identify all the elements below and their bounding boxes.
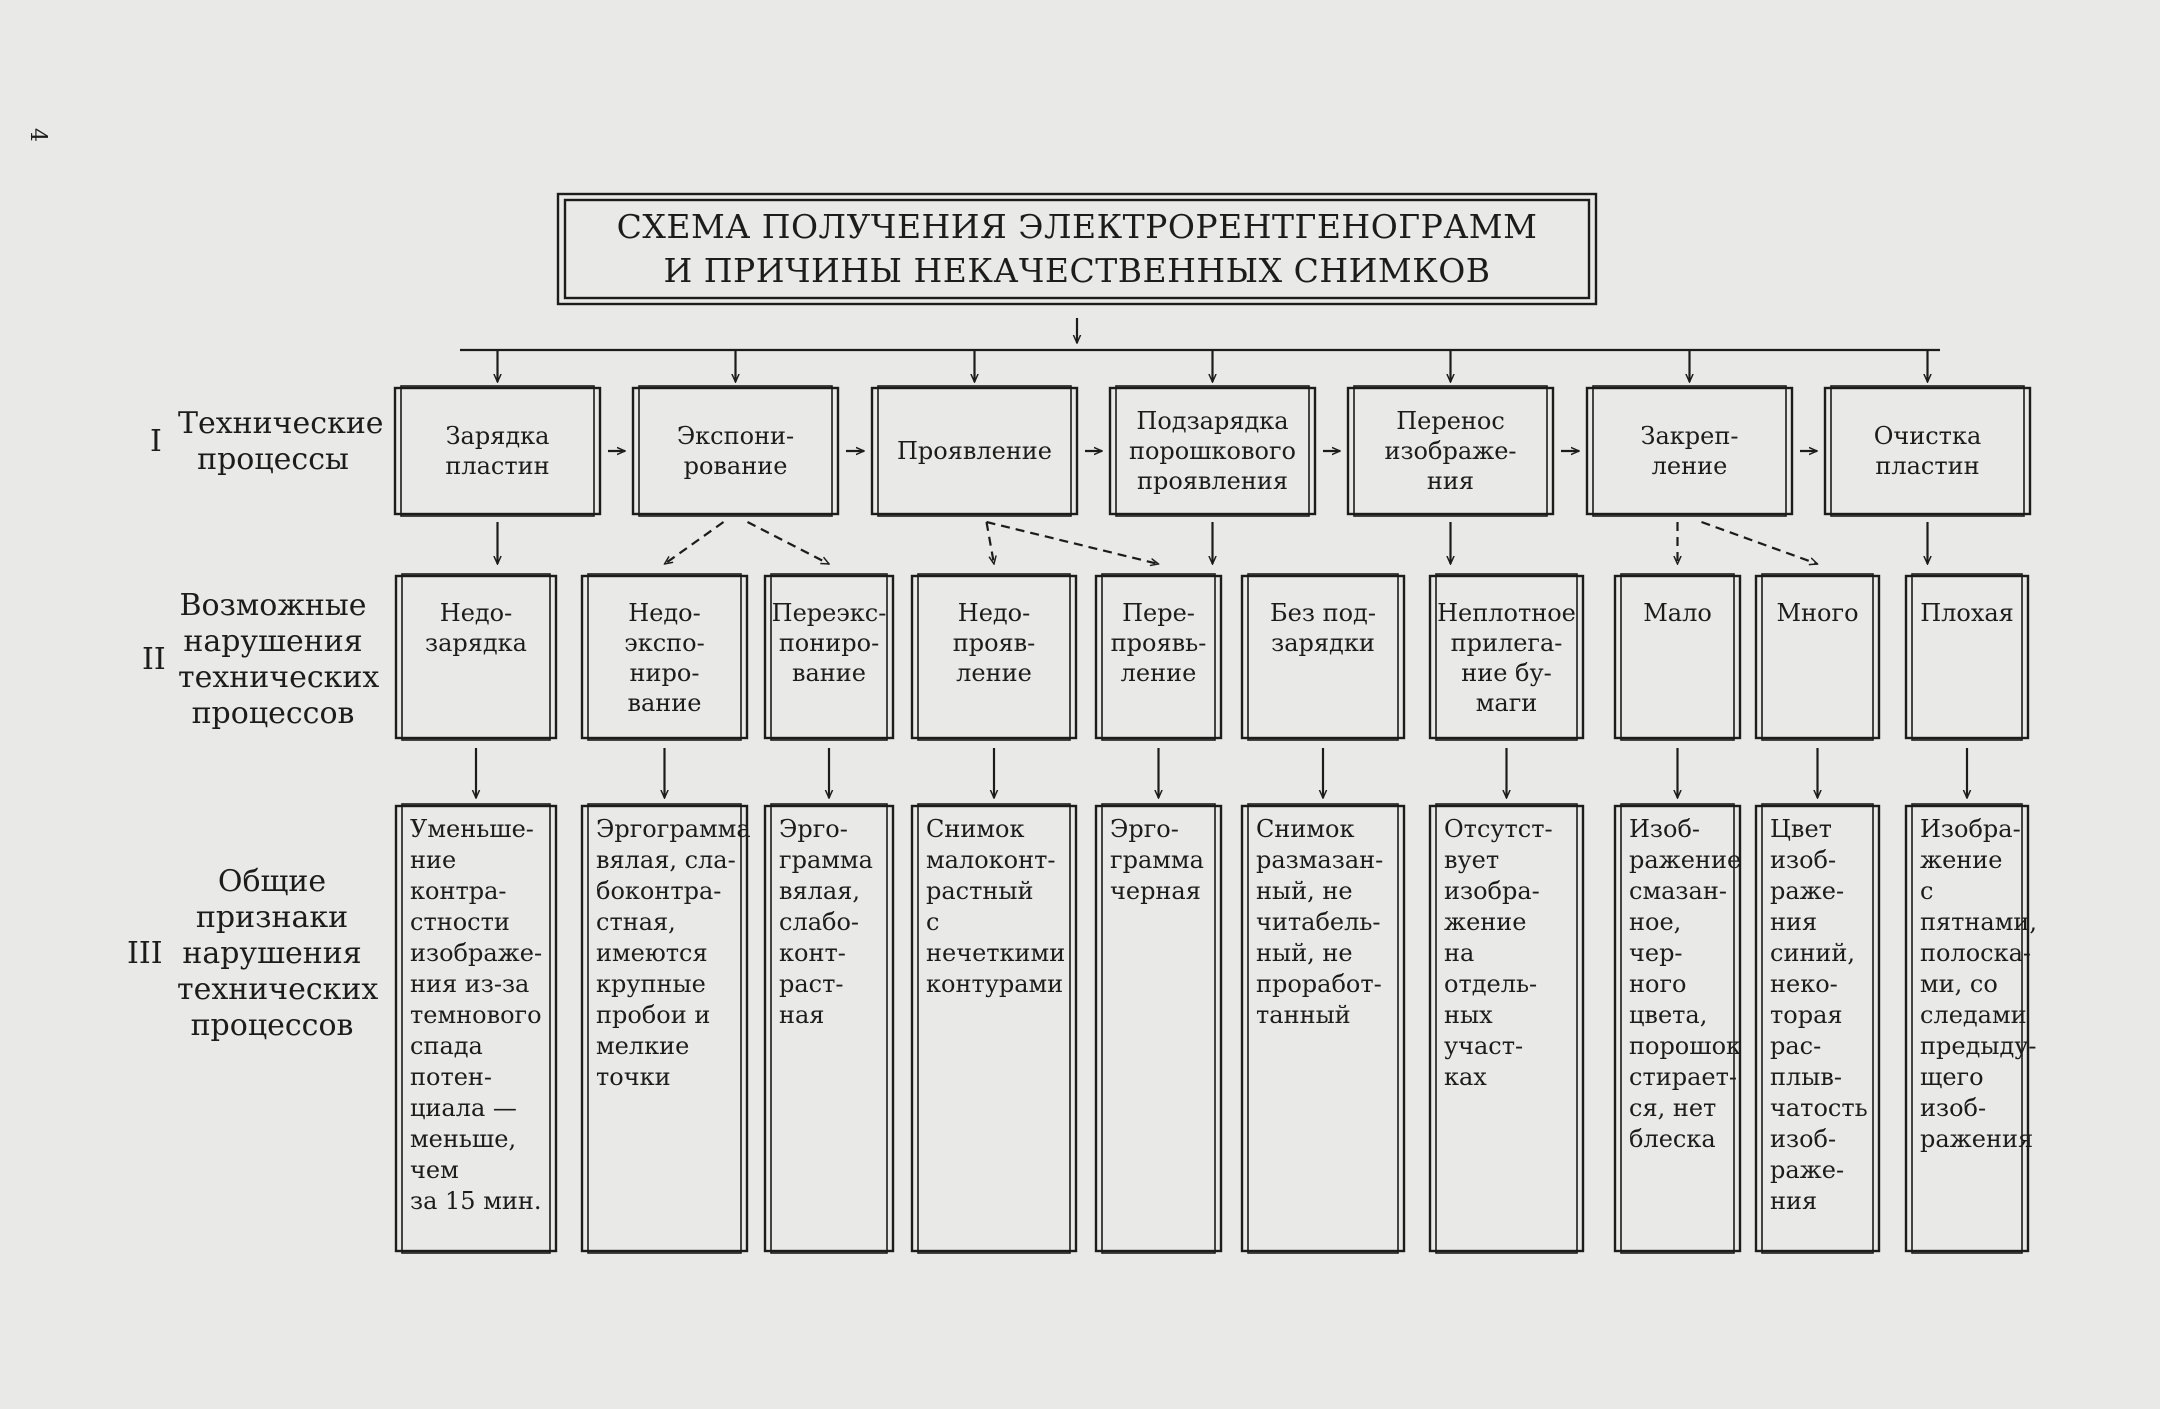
box-text-line: ное, чер- (1629, 908, 1683, 967)
box-text-line: синий, (1770, 939, 1856, 967)
box-text-line: Эрго- (1110, 815, 1179, 843)
box-text-line: следами (1920, 1001, 2027, 1029)
box-text-line: ния (1426, 467, 1475, 495)
violation-box (1615, 576, 1740, 738)
box-text-line: ния (1770, 908, 1818, 936)
box-text-line: растный (926, 877, 1034, 905)
row-line: нарушения (182, 936, 362, 971)
box-text-line: цвета, (1629, 1001, 1708, 1029)
row-line: процессов (191, 696, 355, 731)
box-text-line: проявления (1136, 467, 1289, 495)
sign-box (1760, 806, 1875, 1251)
violation-box (912, 576, 1076, 738)
box-text-line: грамма (779, 846, 873, 874)
box-text-line: изоб- (1770, 846, 1837, 874)
box-text-line: пониро- (778, 629, 880, 657)
row-line: технических (177, 972, 379, 1007)
box-text-line: мелкие (596, 1032, 690, 1060)
box-text-line: Перенос (1396, 407, 1505, 435)
box-text-line: ление (1651, 452, 1728, 480)
box-text-line: Закреп- (1640, 422, 1739, 450)
box-text-line: зарядки (1271, 629, 1375, 657)
sign-box (400, 806, 552, 1251)
sign-box (1619, 806, 1742, 1251)
box-text-line: Зарядка (445, 422, 550, 450)
box-text-line: изобра- (1444, 877, 1540, 905)
process-box (1348, 388, 1553, 514)
box-text-line: пластин (1875, 452, 1980, 480)
box-text-line: меньше, чем (410, 1125, 517, 1184)
box-text-line: ных участ- (1444, 1001, 1524, 1060)
box-text-line: рас- (1770, 1032, 1822, 1060)
box-text-line: ниро- (629, 659, 700, 687)
box-text-line: боконтра- (596, 877, 722, 905)
row-line: Возможные (179, 588, 367, 623)
sign-box (1100, 806, 1217, 1251)
box-text-line: раст- (779, 970, 844, 998)
box-text-line: на отдель- (1444, 939, 1538, 998)
box-text-line: жение (1444, 908, 1527, 936)
violation-arrow (987, 522, 995, 564)
box-text-line: Изоб- (1629, 815, 1701, 843)
box-text-line: чатость (1770, 1094, 1868, 1122)
box-text-line: имеются (596, 939, 708, 967)
violation-arrow (665, 522, 724, 564)
box-text-line: смазан- (1629, 877, 1727, 905)
box-text-line: стности (410, 908, 510, 936)
box-text-line: крупные (596, 970, 706, 998)
box-text-line: зарядка (425, 629, 527, 657)
box-text-line: ражение (1629, 846, 1742, 874)
box-text-line: грамма (1110, 846, 1204, 874)
box-text-line: танный (1256, 1001, 1351, 1029)
box-text-line: Экспони- (676, 422, 795, 450)
row-line: Технические (178, 406, 384, 441)
box-text-line: полоска- (1920, 939, 2031, 967)
box-text-line: ражения (1920, 1125, 2034, 1153)
row-line: процессов (190, 1008, 354, 1043)
box-text-line: Плохая (1920, 599, 2014, 627)
violation-box (1906, 576, 2028, 738)
box-text-line: проработ- (1256, 970, 1382, 998)
box-text-line: Подзарядка (1136, 407, 1289, 435)
box-text-line: рование (683, 452, 788, 480)
box-text-line: циала — (410, 1094, 517, 1122)
title-line-2: И ПРИЧИНЫ НЕКАЧЕСТВЕННЫХ СНИМКОВ (663, 251, 1491, 290)
box-text-line: ми, со (1920, 970, 1998, 998)
box-text-line: точки (596, 1063, 671, 1091)
box-text-line: вание (627, 689, 702, 717)
violation-box (1756, 576, 1879, 738)
box-text-line: конт- (779, 939, 846, 967)
box-text-line: Мало (1643, 599, 1712, 627)
box-text-line: ление (1120, 659, 1197, 687)
box-text-line: ния (1770, 1187, 1818, 1215)
process-box (395, 388, 600, 514)
box-text-line: Снимок (1256, 815, 1355, 843)
sign-box (916, 806, 1072, 1251)
violation-arrow (987, 522, 1159, 564)
box-text-line: порошкового (1128, 437, 1296, 465)
box-text-line: блеска (1629, 1125, 1716, 1153)
box-text-line: ния из-за (410, 970, 530, 998)
box-text-line: с нечеткими (926, 908, 1066, 967)
box-text-line: пятнами, (1920, 908, 2038, 936)
box-text-line: ная (779, 1001, 825, 1029)
box-text-line: стная, (596, 908, 676, 936)
box-text-line: экспо- (624, 629, 705, 657)
box-text-line: Переэкс- (771, 599, 887, 627)
violation-box (396, 576, 556, 738)
box-text-line: Очистка (1873, 422, 1982, 450)
box-text-line: вялая, сла- (596, 846, 736, 874)
box-text-line: прояв- (952, 629, 1036, 657)
process-box (872, 388, 1077, 514)
box-text-line: вялая, (779, 877, 860, 905)
box-text-line: щего (1920, 1063, 1984, 1091)
sign-box (586, 806, 751, 1251)
box-text-line: Цвет (1770, 815, 1832, 843)
box-text-line: Проявление (896, 437, 1053, 465)
box-text-line: ся, нет (1629, 1094, 1717, 1122)
box-text-line: ный, не (1256, 877, 1353, 905)
box-text-line: слабо- (779, 908, 860, 936)
box-text-line: черная (1110, 877, 1201, 905)
box-text-line: Уменьше- (410, 815, 534, 843)
box-text-line: ние контра- (410, 846, 507, 905)
violation-arrow (748, 522, 830, 564)
box-text-line: проявь- (1110, 629, 1207, 657)
box-text-line: малоконт- (926, 846, 1056, 874)
row-line: нарушения (183, 624, 363, 659)
box-text-line: Снимок (926, 815, 1025, 843)
sign-box (1434, 806, 1579, 1251)
box-text-line: раже- (1770, 1156, 1845, 1184)
box-text-line: Много (1776, 599, 1859, 627)
box-text-line: изоб- (1770, 1125, 1837, 1153)
process-box (1825, 388, 2030, 514)
box-text-line: ного (1629, 970, 1687, 998)
box-text-line: Изобра- (1920, 815, 2021, 843)
box-text-line: предыду- (1920, 1032, 2037, 1060)
box-text-line: Отсутст- (1444, 815, 1553, 843)
row-text-violations (178, 588, 380, 732)
box-text-line: спада потен- (410, 1032, 493, 1091)
violation-box (1242, 576, 1404, 738)
box-text-line: раже- (1770, 877, 1845, 905)
row-line: процессы (197, 442, 349, 477)
box-text-line: Недо- (957, 599, 1031, 627)
box-text-line: контурами (926, 970, 1064, 998)
box-text-line: вует (1444, 846, 1500, 874)
row-number-signs: III (127, 936, 163, 971)
row-number-violations: II (142, 642, 166, 677)
diagram-title (558, 194, 1596, 304)
box-text-line: порошок (1629, 1032, 1742, 1060)
box-text-line: Неплотное (1437, 599, 1576, 627)
box-text-line: изображе- (1384, 437, 1517, 465)
box-text-line: Эрго- (779, 815, 848, 843)
box-text-line: стирает- (1629, 1063, 1737, 1091)
row-line: признаки (195, 900, 349, 935)
box-text-line: пластин (445, 452, 550, 480)
box-text-line: пробои и (596, 1001, 711, 1029)
process-box (1587, 388, 1792, 514)
row-number-technical: I (150, 424, 162, 459)
process-box (1110, 388, 1315, 514)
box-text-line: изображе- (410, 939, 543, 967)
box-text-line: Недо- (628, 599, 701, 627)
box-text-line: размазан- (1256, 846, 1384, 874)
box-text-line: прилега- (1450, 629, 1563, 657)
violation-box (765, 576, 893, 738)
box-text-line: за 15 мин. (410, 1187, 542, 1215)
box-text-line: Пере- (1122, 599, 1195, 627)
row-text-signs (177, 864, 379, 1044)
sign-box (1246, 806, 1400, 1251)
violation-arrow (1702, 522, 1818, 564)
row-text-technical (178, 406, 384, 478)
row-line: Общие (217, 864, 327, 899)
box-text-line: неко- (1770, 970, 1838, 998)
page-number: 4 (25, 128, 50, 142)
box-text-line: читабель- (1256, 908, 1381, 936)
box-text-line: ках (1444, 1063, 1487, 1091)
sign-box (769, 806, 889, 1251)
box-text-line: Недо- (439, 599, 513, 627)
title-line-1: СХЕМА ПОЛУЧЕНИЯ ЭЛЕКТРОРЕНТГЕНОГРАММ (616, 207, 1538, 246)
box-text-line: жение с (1920, 846, 2003, 905)
box-text-line: темнового (410, 1001, 542, 1029)
violation-box (1096, 576, 1221, 738)
box-text-line: ление (956, 659, 1032, 687)
box-text-line: торая (1770, 1001, 1843, 1029)
violation-box (1430, 576, 1583, 738)
box-text-line: Без под- (1270, 599, 1376, 627)
box-text-line: Эргограмма (596, 815, 751, 843)
box-text-line: вание (791, 659, 866, 687)
row-line: технических (178, 660, 380, 695)
box-text-line: изоб- (1920, 1094, 1987, 1122)
box-text-line: ние бу- (1461, 659, 1552, 687)
violation-box (582, 576, 747, 738)
box-text-line: плыв- (1770, 1063, 1842, 1091)
box-text-line: маги (1475, 689, 1538, 717)
sign-box (1910, 806, 2038, 1251)
box-text-line: ный, не (1256, 939, 1353, 967)
process-box (633, 388, 838, 514)
